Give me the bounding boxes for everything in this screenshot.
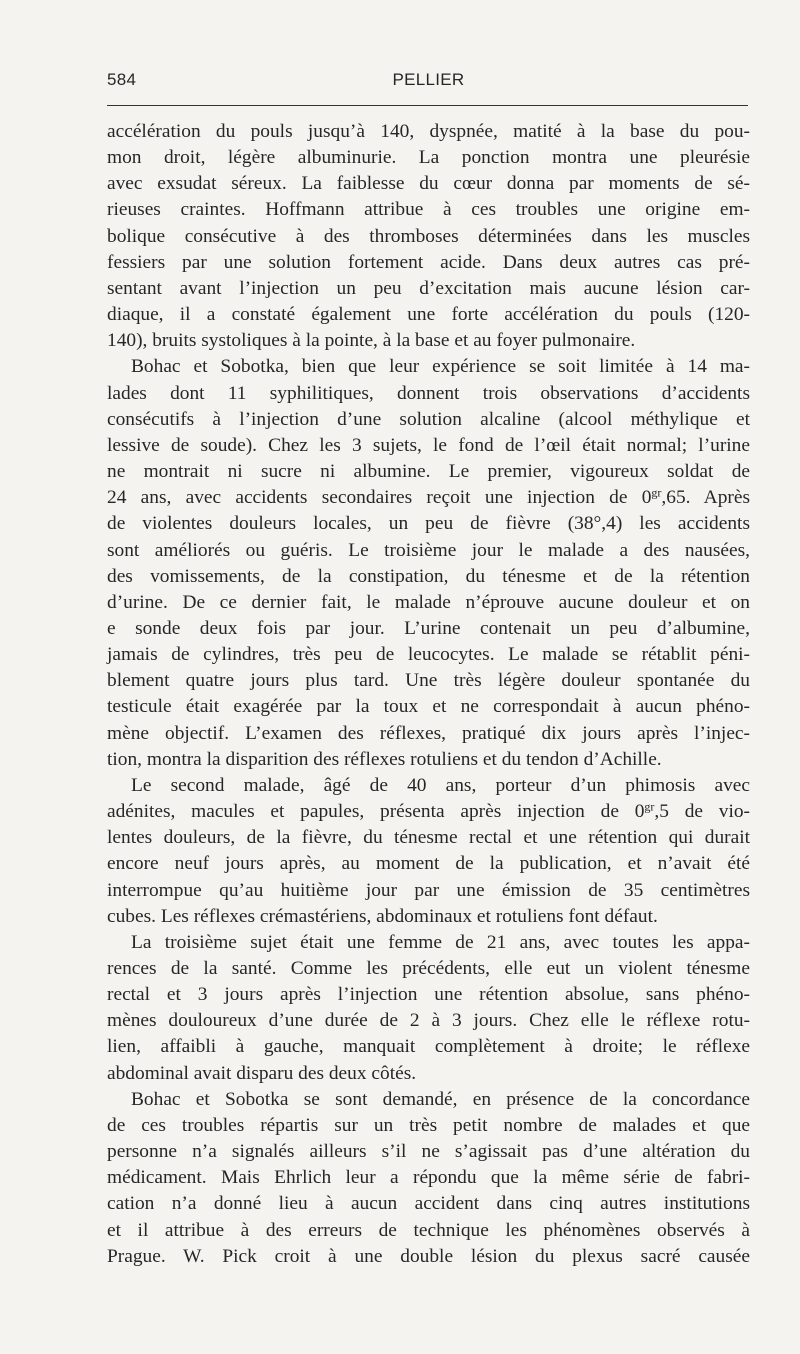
text-line xyxy=(107,119,750,145)
text-line xyxy=(107,825,750,851)
header-rule xyxy=(107,105,748,106)
text-line xyxy=(107,1113,750,1139)
text-line-continuation: ,65. Après xyxy=(661,487,750,509)
page-header xyxy=(107,70,750,96)
text-line xyxy=(107,459,750,485)
text-line-content: mène objectif. L’examen des réflexes, pratiqué dix jours après l’injec- xyxy=(107,722,750,744)
text-line-content: rectal et 3 jours après l’injection une rétention absolue, sans phéno- xyxy=(107,984,750,1006)
text-line xyxy=(107,1034,750,1060)
text-line xyxy=(107,904,750,930)
text-line xyxy=(107,407,750,433)
text-line-content: fessiers par une solution fortement acide. Dans deux autres cas pré- xyxy=(107,251,750,273)
unit-superscript: gr xyxy=(651,485,662,500)
text-line-content: sont améliorés ou guéris. Le troisième jour le malade a des nausées, xyxy=(107,539,750,561)
text-line-content: adénites, macules et papules, présenta après injection de 0 xyxy=(107,801,645,823)
text-line-content: lessive de soude). Chez les 3 sujets, le fond de l’œil était normal; l’urine xyxy=(107,434,750,456)
text-line-content: d’urine. De ce dernier fait, le malade n’éprouve aucune douleur et on xyxy=(107,591,750,613)
text-line xyxy=(107,1139,750,1165)
text-line xyxy=(107,668,750,694)
text-line xyxy=(107,851,750,877)
text-line-content: abdominal avait disparu des deux côtés. xyxy=(107,1062,417,1084)
text-line-content: ne montrait ni sucre ni albumine. Le premier, vigoureux soldat de xyxy=(107,461,750,483)
text-line-content: testicule était exagérée par la toux et ne correspondait à aucun phéno- xyxy=(107,696,750,718)
text-line-content: lien, affaibli à gauche, manquait complètement à droite; le réflexe xyxy=(107,1036,750,1058)
running-head: PELLIER xyxy=(392,70,465,89)
text-line-content: mènes douloureux d’une durée de 2 à 3 jours. Chez elle le réflexe rotu- xyxy=(107,1010,750,1032)
text-line xyxy=(107,433,750,459)
text-line xyxy=(107,747,750,773)
text-line-content: Le second malade, âgé de 40 ans, porteur d’un phimosis avec xyxy=(131,774,750,796)
text-line-content: lentes douleurs, de la fièvre, du ténesme rectal et une rétention qui durait xyxy=(107,827,750,849)
text-line xyxy=(107,276,750,302)
text-line-content: Bohac et Sobotka, bien que leur expérience se soit limitée à 14 ma- xyxy=(131,356,750,378)
text-line-content: rieuses craintes. Hoffmann attribue à ces troubles une origine em- xyxy=(107,199,750,221)
text-line xyxy=(107,1008,750,1034)
text-line xyxy=(107,956,750,982)
text-line xyxy=(107,773,750,799)
text-line xyxy=(107,354,750,380)
text-line-content: avec exsudat séreux. La faiblesse du cœur donna par moments de sé- xyxy=(107,173,750,195)
text-line-content: et il attribue à des erreurs de technique les phénomènes observés à xyxy=(107,1219,750,1241)
text-line-content: 140), bruits systoliques à la pointe, à la base et au foyer pulmonaire. xyxy=(107,330,636,352)
text-line xyxy=(107,616,750,642)
text-line-content: consécutifs à l’injection d’une solution alcaline (alcool méthylique et xyxy=(107,408,750,430)
text-line xyxy=(107,224,750,250)
text-line-content: accélération du pouls jusqu’à 140, dyspnée, matité à la base du pou- xyxy=(107,121,750,142)
text-line-content: de ces troubles répartis sur un très petit nombre de malades et que xyxy=(107,1114,750,1136)
text-line xyxy=(107,250,750,276)
text-line-content: interrompue qu’au huitième jour par une émission de 35 centimètres xyxy=(107,879,750,901)
text-line xyxy=(107,1165,750,1191)
text-line xyxy=(107,197,750,223)
text-line-content: La troisième sujet était une femme de 21 ans, avec toutes les appa- xyxy=(131,931,750,953)
text-line xyxy=(107,1244,750,1270)
text-line xyxy=(107,799,750,825)
text-line-continuation: ,5 de vio- xyxy=(654,801,750,823)
text-line-content: des vomissements, de la constipation, du ténesme et de la rétention xyxy=(107,565,750,587)
text-line-content: Prague. W. Pick croit à une double lésion du plexus sacré causée xyxy=(107,1245,750,1267)
text-line-content: cation n’a donné lieu à aucun accident dans cinq autres institutions xyxy=(107,1193,750,1215)
text-line xyxy=(107,1087,750,1113)
page-number: 584 xyxy=(107,70,137,89)
text-line xyxy=(107,642,750,668)
text-line xyxy=(107,328,750,354)
text-line xyxy=(107,381,750,407)
text-line-content: médicament. Mais Ehrlich leur a répondu que la même série de fabri- xyxy=(107,1167,750,1189)
body-text xyxy=(107,119,750,1270)
text-line-content: jamais de cylindres, très peu de leucocytes. Le malade se rétablit péni- xyxy=(107,644,750,666)
text-line-content: diaque, il a constaté également une forte accélération du pouls (120- xyxy=(107,304,750,326)
text-line-content: encore neuf jours après, au moment de la publication, et n’avait été xyxy=(107,853,750,875)
text-line xyxy=(107,1191,750,1217)
text-line-content: lades dont 11 syphilitiques, donnent trois observations d’accidents xyxy=(107,382,750,404)
text-line xyxy=(107,1061,750,1087)
text-line xyxy=(107,538,750,564)
text-line-content: bolique consécutive à des thromboses déterminées dans les muscles xyxy=(107,225,750,247)
text-line-content: cubes. Les réflexes crémastériens, abdominaux et rotuliens font défaut. xyxy=(107,905,658,927)
text-line-content: de violentes douleurs locales, un peu de fièvre (38°,4) les accidents xyxy=(107,513,750,535)
text-line-content: rences de la santé. Comme les précédents, elle eut un violent ténesme xyxy=(107,958,750,979)
text-line-content: personne n’a signalés ailleurs s’il ne s’agissait pas d’une altération du xyxy=(107,1141,750,1163)
text-line xyxy=(107,930,750,956)
text-line-content: e sonde deux fois par jour. L’urine contenait un peu d’albumine, xyxy=(107,617,750,639)
text-line-content: tion, montra la disparition des réflexes rotuliens et du tendon d’Achille. xyxy=(107,748,662,770)
text-line-content: Bohac et Sobotka se sont demandé, en présence de la concordance xyxy=(131,1088,750,1110)
text-line xyxy=(107,171,750,197)
text-line-content: sentant avant l’injection un peu d’excitation mais aucune lésion car- xyxy=(107,277,750,299)
text-line xyxy=(107,878,750,904)
text-line xyxy=(107,511,750,537)
text-line xyxy=(107,485,750,511)
text-line xyxy=(107,1218,750,1244)
text-line xyxy=(107,982,750,1008)
text-line-content: blement quatre jours plus tard. Une très légère douleur spontanée du xyxy=(107,670,750,692)
text-line xyxy=(107,590,750,616)
text-line-content: 24 ans, avec accidents secondaires reçoit une injection de 0 xyxy=(107,487,652,509)
text-line xyxy=(107,694,750,720)
text-line-content: mon droit, légère albuminurie. La ponction montra une pleurésie xyxy=(107,147,750,169)
unit-superscript: gr xyxy=(644,799,655,814)
text-line xyxy=(107,564,750,590)
text-line xyxy=(107,145,750,171)
text-line xyxy=(107,721,750,747)
text-line xyxy=(107,302,750,328)
